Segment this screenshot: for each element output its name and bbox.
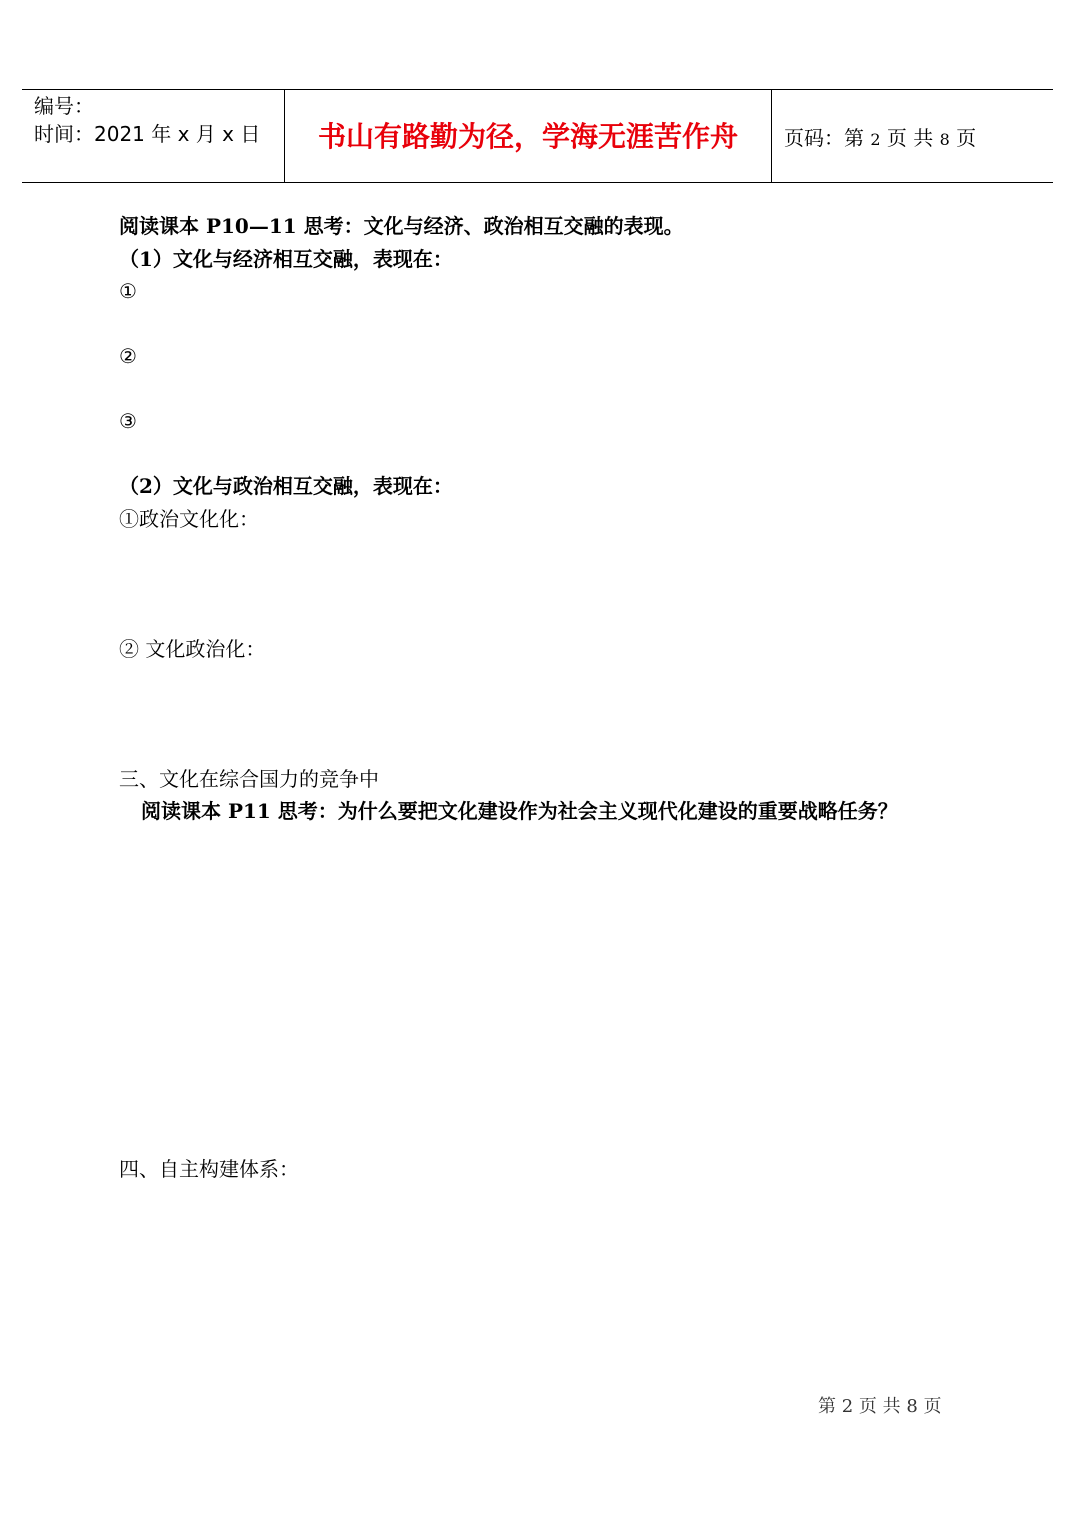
document-number-label: 编号： (34, 94, 94, 118)
section-four-heading: 四、自主构建体系： (119, 1157, 299, 1181)
page-prefix: 页码：第 (784, 126, 864, 150)
answer-marker-3: ③ (119, 409, 137, 433)
page-mid: 页 共 (886, 126, 934, 150)
read-p10-prompt: 阅读课本 P10—11 思考：文化与经济、政治相互交融的表现。 (119, 214, 684, 238)
question-economy: （1）文化与经济相互交融，表现在： (119, 247, 453, 271)
question-politics: （2）文化与政治相互交融，表现在： (119, 474, 453, 498)
header-top-rule (22, 89, 1053, 90)
header-divider-right (771, 89, 772, 182)
answer-marker-2: ② (119, 344, 137, 368)
page-footer: 第 2 页 共 8 页 (818, 1396, 942, 1417)
page-current: 2 (870, 130, 881, 149)
document-time-label: 时间：2021 年 x 月 x 日 (34, 122, 261, 146)
header-bottom-rule (22, 182, 1053, 183)
header-page-indicator (784, 122, 976, 151)
header-motto: 书山有路勤为径，学海无涯苦作舟 (317, 120, 738, 153)
page-suffix: 页 (956, 126, 977, 150)
answer-marker-1: ① (119, 279, 137, 303)
read-p11-prompt: 阅读课本 P11 思考：为什么要把文化建设作为社会主义现代化建设的重要战略任务？ (141, 799, 898, 823)
header-meta (34, 92, 279, 148)
politics-culturalization: ①政治文化化： (119, 507, 259, 531)
culture-politicization: ② 文化政治化： (119, 637, 266, 661)
page-total: 8 (939, 130, 950, 149)
section-three-heading: 三、文化在综合国力的竞争中 (119, 767, 379, 791)
